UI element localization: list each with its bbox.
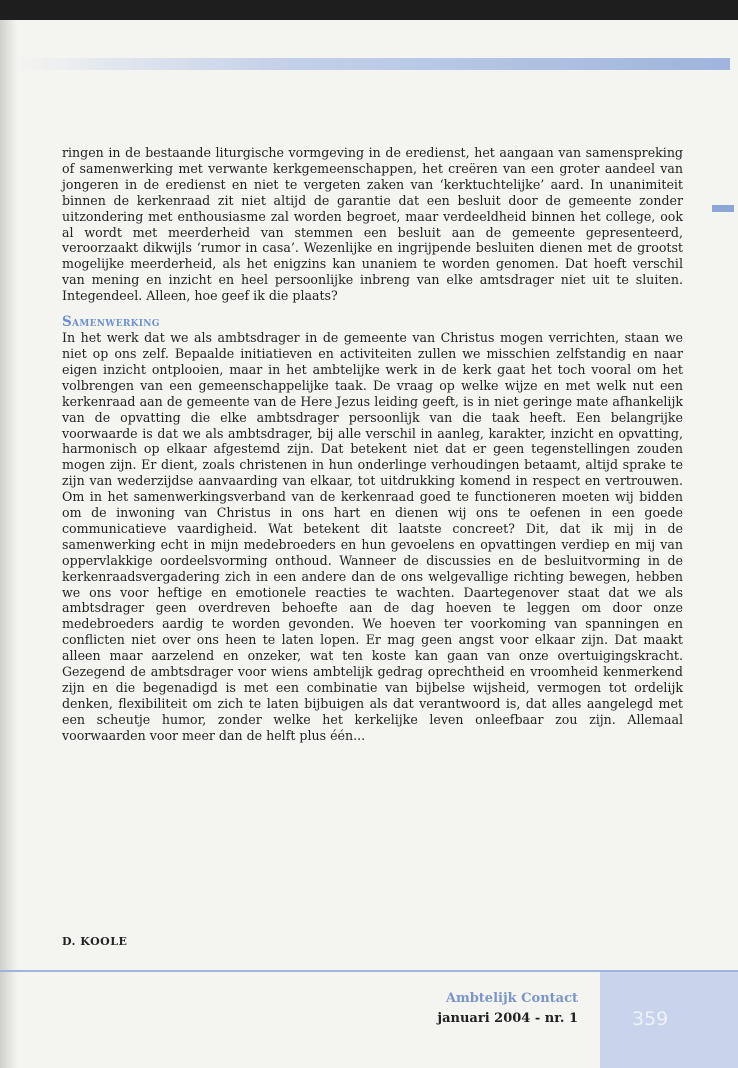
header-gradient-band bbox=[18, 58, 730, 70]
article-body bbox=[62, 145, 683, 744]
author-signature: D. KOOLE bbox=[62, 935, 128, 948]
paragraph-intro: ringen in de bestaande liturgische vormgeving in de eredienst, het aangaan van samenspreking of samenwerking met verwante kerkgemeenschappen, het creëren van een groter aandeel van jongeren in de eredienst en niet te vergeten zaken van ‘kerktuchtelijke’ aard. In unanimiteit binnen de kerkenraad zit niet altijd de garantie dat een besluit door de gemeente zonder uitzondering met enthousiasme zal worden begroet, maar verdeeldheid binnen het college, ook al wordt met meerderheid van stemmen een besluit aan de gemeente gepresenteerd, veroorzaakt dikwijls ‘rumor in casa’. Wezenlijke en ingrijpende besluiten dienen met de grootst mogelijke meerderheid, als het enigzins kan unaniem te worden genomen. Dat hoeft verschil van mening en inzicht en heel persoonlijke inbreng van elke amtsdrager niet uit te sluiten. Integendeel. Alleen, hoe geef ik die plaats? bbox=[62, 145, 683, 304]
page-number-block bbox=[600, 972, 738, 1068]
paragraph-samenwerking: In het werk dat we als ambtsdrager in de gemeente van Christus mogen verrichten, staan we niet op ons zelf. Bepaalde initiatieven en activiteiten zullen we misschien zelfstandig en naar eigen inzicht ontplooien, maar in het ambtelijke werk in de kerk gaat het toch vooral om het volbrengen van een gemeenschappelijke taak. De vraag op welke wijze en met welk nut een kerkenraad aan de gemeente van de Here Jezus leiding geeft, is in niet geringe mate afhankelijk van de opvatting die elke ambtsdrager persoonlijk van die taak heeft. Een belangrijke voorwaarde is dat we als ambtsdrager, bij alle verschil in aanleg, karakter, inzicht en opvatting, harmonisch op elkaar afgestemd zijn. Dat betekent niet dat er geen tegenstellingen zouden mogen zijn. Er dient, zoals christenen in hun onderlinge verhoudingen betaamt, altijd sprake te zijn van wederzijdse aanvaarding van elkaar, tot uitdrukking komend in respect en vertrouwen. Om in het samenwerkingsverband van de kerkenraad goed te functioneren moeten wij bidden om de inwoning van Christus in ons hart en dienen wij ons te oefenen in een goede communicatieve vaardigheid. Wat betekent dit laatste concreet? Dit, dat ik mij in de samenwerking echt in mijn medebroeders en hun gevoelens en opvattingen verdiep en mij van oppervlakkige oordeelsvorming onthoud. Wanneer de discussies en de besluitvorming in de kerkenraadsvergadering zich in een andere dan de ons welgevallige richting bewegen, hebben we ons voor heftige en emotionele reacties te wachten. Daartegenover staat dat we als ambtsdrager geen overdreven behoefte aan de dag hoeven te leggen om door onze medebroeders aardig te worden gevonden. We hoeven ter voorkoming van spanningen en conflicten niet over ons heen te laten lopen. Er mag geen angst voor elkaar zijn. Dat maakt alleen maar aarzelend en onzeker, wat ten koste kan gaan van onze overtuigingskracht. Gezegend de ambtsdrager voor wiens ambtelijk gedrag oprechtheid en vroomheid kenmerkend zijn en die begenadigd is met een combinatie van bijbelse wijsheid, vermogen tot ordelijk denken, flexibiliteit om zich te laten bijbuigen als dat verantwoord is, dat alles aangelegd met een scheutje humor, zonder welke het kerkelijke leven onleefbaar zou zijn. Allemaal voorwaarden voor meer dan de helft plus één... bbox=[62, 330, 683, 743]
page-gutter-shadow bbox=[0, 20, 18, 1068]
scan-top-edge bbox=[0, 0, 738, 20]
issue-label: januari 2004 - nr. 1 bbox=[437, 1011, 578, 1026]
section-heading: Samenwerking bbox=[62, 314, 160, 331]
page-number: 359 bbox=[632, 1008, 669, 1030]
magazine-title: Ambtelijk Contact bbox=[445, 991, 578, 1006]
section-marker-tab bbox=[712, 205, 734, 212]
